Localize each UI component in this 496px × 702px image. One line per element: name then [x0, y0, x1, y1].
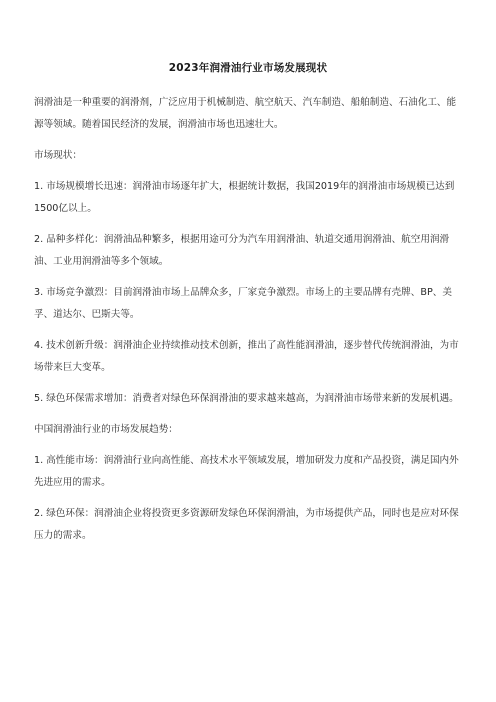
list-item: 4. 技术创新升级：润滑油企业持续推动技术创新，推出了高性能润滑油，逐步替代传统润滑油，为市场带来巨大变革。 — [34, 340, 459, 373]
section-heading-market-status: 市场现状： — [34, 150, 82, 161]
list-item: 3. 市场竞争激烈：目前润滑油市场上品牌众多，厂家竞争激烈。市场上的主要品牌有壳牌、BP、美孚、道达尔、巴斯夫等。 — [34, 287, 452, 320]
list-item: 2. 品种多样化：润滑油品种繁多，根据用途可分为汽车用润滑油、轨道交通用润滑油、航空用润滑油、工业用润滑油等多个领域。 — [34, 234, 450, 267]
list-item: 1. 高性能市场：润滑油行业向高性能、高技术水平领域发展，增加研发力度和产品投资，满足国内外先进应用的需求。 — [34, 455, 459, 488]
section-heading-trends: 中国润滑油行业的市场发展趋势： — [34, 424, 178, 435]
intro-paragraph: 润滑油是一种重要的润滑剂，广泛应用于机械制造、航空航天、汽车制造、船舶制造、石油化工、能源等领域。随着国民经济的发展，润滑油市场也迅速壮大。 — [34, 97, 457, 130]
document-body — [34, 92, 464, 556]
list-item: 1. 市场规模增长迅速：润滑油市场逐年扩大，根据统计数据，我国2019年的润滑油市场规模已达到1500亿以上。 — [34, 181, 455, 214]
list-item: 2. 绿色环保：润滑油企业将投资更多资源研发绿色环保润滑油，为市场提供产品，同时也是应对环保压力的需求。 — [34, 508, 459, 541]
document-title: 2023年润滑油行业市场发展现状 — [168, 62, 328, 74]
list-item: 5. 绿色环保需求增加：消费者对绿色环保润滑油的要求越来越高，为润滑油市场带来新的发展机遇。 — [34, 393, 459, 404]
